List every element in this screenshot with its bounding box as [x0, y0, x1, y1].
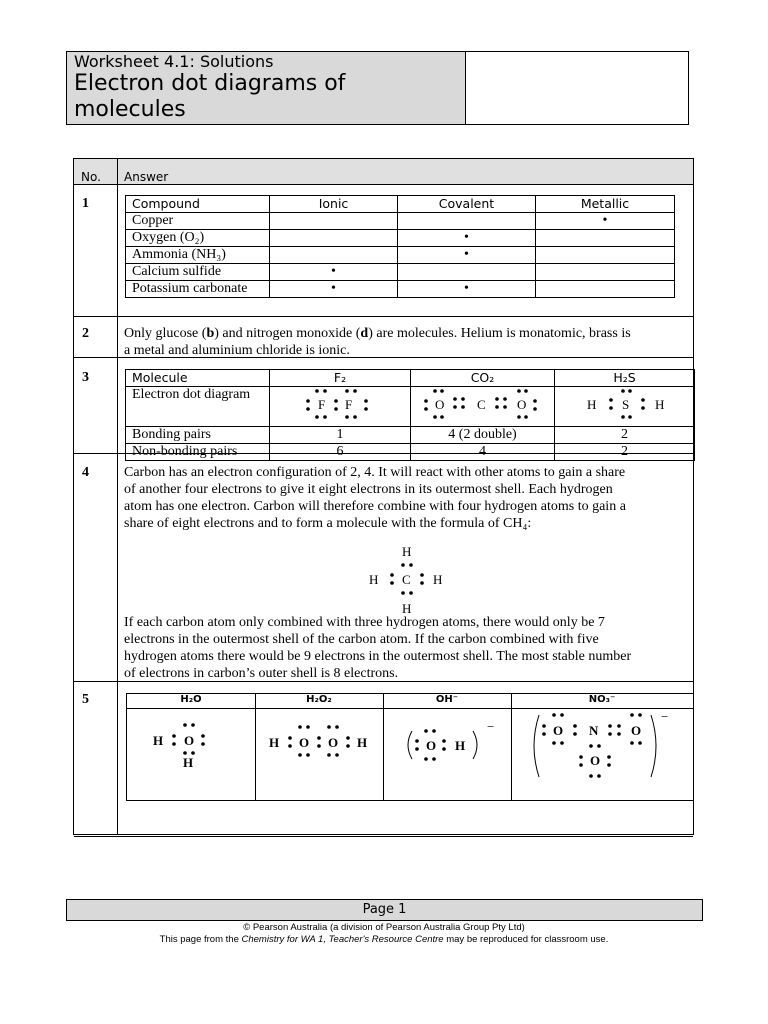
- col-head-no: No.: [81, 170, 101, 184]
- worksheet-header: [66, 51, 689, 125]
- text-run: ) and nitrogen monoxide (: [214, 326, 361, 341]
- answer-2-line2: a metal and aluminium chloride is ionic.: [124, 343, 350, 358]
- compound-name: Oxygen (O₂): [126, 230, 270, 247]
- ion-charge: −: [661, 709, 669, 724]
- atom-label: F: [318, 397, 326, 412]
- atom-label: O: [184, 733, 195, 748]
- answer-table: [73, 158, 694, 835]
- atom-label: H: [455, 738, 466, 753]
- mol-col-h2s: H₂S: [555, 370, 695, 387]
- table-row: [126, 213, 675, 230]
- atom-label: H: [153, 733, 164, 748]
- co2-dot-diagram: [411, 387, 554, 421]
- bond-col-metallic: Metallic: [536, 196, 675, 213]
- atom-label: O: [590, 753, 601, 768]
- book-title: Chemistry for WA 1, Teacher's Resource Centre: [241, 934, 444, 945]
- row-divider: [74, 316, 693, 317]
- h2s-diagram-cell: [555, 387, 695, 427]
- atom-label: O: [631, 723, 642, 738]
- ionic-mark: •: [270, 264, 398, 281]
- ionic-mark: •: [270, 281, 398, 298]
- atom-label: O: [435, 397, 445, 412]
- covalent-mark: [398, 213, 536, 230]
- atom-label: H: [402, 544, 412, 559]
- text-line: of electrons in carbon’s outer shell is 8 electrons.: [124, 666, 399, 681]
- nonbonding-pairs-row: [126, 444, 695, 461]
- f2-nonbonding-pairs: 6: [270, 444, 411, 461]
- metallic-mark: [536, 264, 675, 281]
- atom-label: O: [299, 735, 310, 750]
- text-line: hydrogen atoms there would be 9 electrons in the outermost shell. The most stable number: [124, 649, 632, 664]
- page-number-bar: Page 1: [66, 899, 703, 921]
- covalent-mark: •: [398, 281, 536, 298]
- table-row: [126, 281, 675, 298]
- compound-name: Potassium carbonate: [126, 281, 270, 298]
- ch4-dot-diagram: [364, 543, 454, 619]
- reproduction-notice: [0, 934, 768, 945]
- compound-name: Copper: [126, 213, 270, 230]
- atom-label: H: [183, 755, 194, 770]
- covalent-mark: [398, 264, 536, 281]
- atom-label: O: [553, 723, 564, 738]
- row-label: Non-bonding pairs: [126, 444, 270, 461]
- header-title-box: [67, 52, 466, 124]
- text-line: If each carbon atom only combined with three hydrogen atoms, there would only be 7: [124, 615, 605, 630]
- molecule-header-row: [126, 370, 695, 387]
- worksheet-subtitle: Worksheet 4.1: Solutions: [74, 52, 274, 71]
- text-line: Carbon has an electron configuration of 2, 4. It will react with other atoms to gain a share: [124, 465, 626, 480]
- bond-col-ionic: Ionic: [270, 196, 398, 213]
- electron-dots: [288, 725, 350, 757]
- answer-4-paragraph-1: [124, 464, 692, 532]
- question-number-4: 4: [82, 465, 89, 480]
- question-number-2: 2: [82, 326, 89, 341]
- co2-bonding-pairs: 4 (2 double): [411, 427, 555, 444]
- text-line: electrons in the outermost shell of the carbon atom. If the carbon combined with five: [124, 632, 599, 647]
- mol-col-molecule: Molecule: [126, 370, 270, 387]
- col-head-answer: Answer: [124, 170, 169, 184]
- h2s-bonding-pairs: 2: [555, 427, 695, 444]
- electron-dot-row: [126, 387, 695, 427]
- text-line: share of eight electrons and to form a molecule with the formula of CH₄:: [124, 516, 532, 531]
- answer-2-text: [124, 325, 689, 359]
- atom-label: H: [433, 572, 443, 587]
- question-number-5: 5: [82, 692, 89, 707]
- option-b: b: [206, 326, 215, 341]
- h2o2-dot-diagram: [255, 709, 383, 799]
- oh-dot-diagram: [383, 709, 511, 799]
- text-run: This page from the: [159, 934, 242, 945]
- ion-header-row: [127, 694, 693, 709]
- f2-bonding-pairs: 1: [270, 427, 411, 444]
- ion-col-no3: NO₃⁻: [588, 694, 616, 705]
- column-divider: [117, 159, 118, 834]
- atom-label: H: [357, 735, 368, 750]
- mol-col-f2: F₂: [270, 370, 411, 387]
- ionic-mark: [270, 247, 398, 264]
- atom-label: F: [345, 397, 353, 412]
- compound-name: Ammonia (NH₃): [126, 247, 270, 264]
- worksheet-title-line1: Electron dot diagrams of: [74, 71, 346, 96]
- ion-charge: −: [487, 719, 495, 734]
- ion-col-h2o: H₂O: [180, 694, 202, 705]
- text-run: may be reproduced for classroom use.: [443, 934, 609, 945]
- f2-diagram-cell: [270, 387, 411, 427]
- table-row: [126, 264, 675, 281]
- atom-label: O: [517, 397, 527, 412]
- bonding-pairs-row: [126, 427, 695, 444]
- atom-label: C: [402, 572, 411, 587]
- row-divider: [74, 836, 693, 837]
- text-line: atom has one electron. Carbon will therefore combine with four hydrogen atoms to gain a: [124, 499, 626, 514]
- covalent-mark: •: [398, 247, 536, 264]
- metallic-mark: [536, 281, 675, 298]
- ionic-mark: [270, 213, 398, 230]
- table-row: [126, 247, 675, 264]
- f2-dot-diagram: [270, 387, 398, 421]
- mol-col-co2: CO₂: [411, 370, 555, 387]
- h2s-nonbonding-pairs: 2: [555, 444, 695, 461]
- compound-name: Calcium sulfide: [126, 264, 270, 281]
- electron-dots: [306, 389, 368, 419]
- question-number-3: 3: [82, 370, 89, 385]
- molecule-table: [125, 369, 695, 461]
- worksheet-title-line2: molecules: [74, 97, 186, 122]
- co2-diagram-cell: [411, 387, 555, 427]
- bond-col-covalent: Covalent: [398, 196, 536, 213]
- covalent-mark: •: [398, 230, 536, 247]
- table-row: [126, 230, 675, 247]
- metallic-mark: [536, 247, 675, 264]
- text-run: Only glucose (: [124, 326, 207, 341]
- atom-label: H: [655, 397, 665, 412]
- ionic-mark: [270, 230, 398, 247]
- option-d: d: [360, 326, 369, 341]
- atom-label: O: [426, 738, 437, 753]
- question-number-1: 1: [82, 196, 89, 211]
- row-label: Bonding pairs: [126, 427, 270, 444]
- bond-type-table: [125, 195, 675, 298]
- atom-label: H: [369, 572, 379, 587]
- atom-label: H: [269, 735, 280, 750]
- header-blank-box: [466, 52, 688, 124]
- row-label: Electron dot diagram: [126, 387, 270, 427]
- metallic-mark: •: [536, 213, 675, 230]
- ion-diagrams-table: [126, 693, 694, 801]
- ion-col-h2o2: H₂O₂: [306, 694, 332, 705]
- copyright-notice: © Pearson Australia (a division of Pearson Australia Group Pty Ltd): [243, 922, 525, 933]
- h2o-dot-diagram: [127, 709, 255, 799]
- atom-label: N: [589, 723, 599, 738]
- atom-label: S: [622, 397, 630, 412]
- text-run: ) are molecules. Helium is monatomic, brass is: [368, 326, 631, 341]
- bond-type-header-row: [126, 196, 675, 213]
- h2s-dot-diagram: [555, 387, 693, 421]
- atom-label: O: [328, 735, 339, 750]
- metallic-mark: [536, 230, 675, 247]
- no3-dot-diagram: [511, 709, 693, 799]
- answer-4-paragraph-2: [124, 614, 692, 682]
- answer-2-line1: [124, 325, 689, 342]
- co2-nonbonding-pairs: 4: [411, 444, 555, 461]
- atom-label: H: [402, 601, 412, 616]
- text-line: of another four electrons to give it eight electrons in its outermost shell. Each hydrogen: [124, 482, 613, 497]
- atom-label: C: [477, 397, 486, 412]
- atom-label: H: [587, 397, 597, 412]
- ion-col-oh: OH⁻: [435, 694, 459, 705]
- bond-col-compound: Compound: [126, 196, 270, 213]
